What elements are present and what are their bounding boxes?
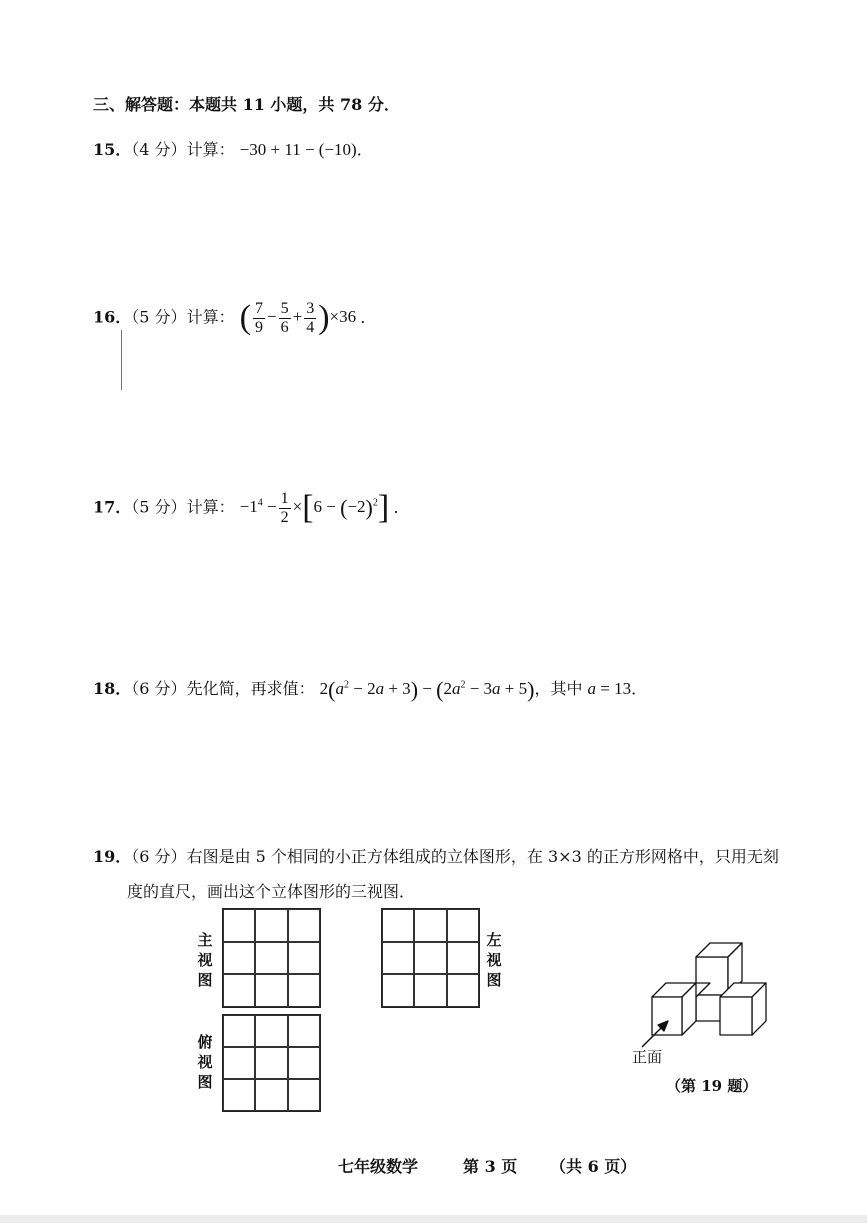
left-view-grid[interactable] <box>381 908 480 1008</box>
question-number: 15． <box>93 140 132 159</box>
fraction: $\frac{3}{4}$ <box>306 300 315 336</box>
question-18: 18．（6 分）先化简，再求值： $2(a^2 - 2a + 3) - (2a^2 - 3a + 5)$，其中 a = 13． <box>93 677 648 703</box>
question-expression: $-1^4$ − $\frac{1}{2}$ $\times[6 - (-2)^2]$ <box>239 489 390 527</box>
question-number: 18． <box>93 679 132 698</box>
front-label: 正面 <box>632 1048 663 1066</box>
question-prompt: 计算： <box>186 307 235 327</box>
question-number: 16． <box>93 307 132 327</box>
footer-total: （共 6 页） <box>550 1157 637 1176</box>
figure-caption: （第 19 题） <box>666 1077 758 1095</box>
question-expression: ( $\frac{7}{9}$ − $\frac{5}{6}$ + $\frac{3}{4}$ )×36 <box>239 299 357 337</box>
footer-page: 第 3 页 <box>463 1157 518 1176</box>
section-title: 三、解答题：本题共 11 小题，共 78 分． <box>93 95 400 114</box>
question-prompt: 计算： <box>186 497 235 517</box>
top-view-grid[interactable] <box>222 1014 321 1112</box>
question-text-line1: 右图是由 5 个相同的小正方体组成的立体图形，在 3×3 的正方形网格中，只用无刻 <box>186 847 779 866</box>
left-view-label: 左 视 图 <box>486 931 502 989</box>
question-number: 19． <box>93 847 132 866</box>
question-points: （4 分） <box>131 140 187 159</box>
question-expression: $2(a^2 - 2a + 3) - (2a^2 - 3a + 5)$ <box>319 677 535 703</box>
question-points: （5 分） <box>131 497 187 517</box>
cube-face <box>720 997 752 1035</box>
margin-mark <box>121 330 122 390</box>
question-points: （6 分） <box>131 679 187 698</box>
question-17: 17．（5 分）计算： $-1^4$ − $\frac{1}{2}$ $\times[6 - (-2)^2]$ ． <box>93 489 410 527</box>
question-prompt: 计算： <box>186 140 235 159</box>
condition-value: a = 13 <box>587 679 632 698</box>
fraction: $\frac{5}{6}$ <box>280 300 289 336</box>
question-15: 15．（4 分）计算： −30 + 11 − (−10)． <box>93 140 373 159</box>
question-expression: −30 + 11 − (−10) <box>239 140 357 159</box>
question-prompt: 先化简，再求值： <box>186 679 315 698</box>
question-points: （6 分） <box>131 847 187 866</box>
question-text-line2: 度的直尺，画出这个立体图形的三视图． <box>127 882 416 901</box>
question-19 <box>93 844 779 867</box>
question-number: 17． <box>93 497 132 517</box>
fraction: $\frac{1}{2}$ <box>280 490 289 526</box>
top-view-label: 俯 视 图 <box>197 1033 213 1091</box>
main-view-grid[interactable] <box>222 908 321 1008</box>
cube-face <box>652 997 682 1035</box>
fraction: $\frac{7}{9}$ <box>255 300 263 336</box>
main-view-label: 主 视 图 <box>197 931 213 989</box>
question-16: 16．（5 分）计算： ( $\frac{7}{9}$ − $\frac{5}{6}$ + $\frac{3}{4}$ )×36 ． <box>93 299 377 337</box>
page-bottom-edge <box>0 1215 867 1223</box>
footer-subject: 七年级数学 <box>338 1157 419 1176</box>
question-points: （5 分） <box>131 307 187 327</box>
